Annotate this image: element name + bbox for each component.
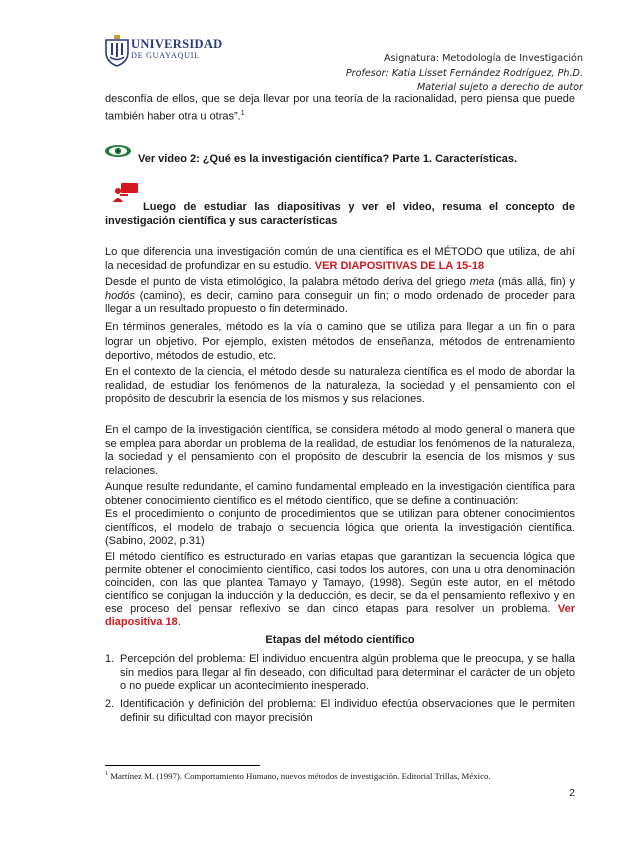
- footnote: $^1$ Martínez M. (1997). Comportamiento Humano, nuevos métodos de investigación. Editorial Trillas, México.: [105, 771, 491, 781]
- paragraph-scientific-field: En el campo de la investigación científica, se considera método al modo general o manera que se emplea para abordar un problema de la realidad, de estudiar los fenómenos de la naturaleza, la sociedad y el pensamiento con el propósito de descubrir la esencia de los mismos y sus relaciones.: [105, 424, 575, 477]
- slide-18-reference: Ver diapositiva 18: [105, 603, 575, 628]
- shield-icon: [106, 35, 128, 66]
- header-professor: Profesor: Katia Lisset Fernández Rodríguez, Ph.D.: [345, 68, 583, 79]
- header-notice: Material sujeto a derecho de autor: [417, 82, 583, 93]
- paragraph-etymology: Desde el punto de vista etimológico, la palabra método deriva del griego meta (más allá, fin) y hodós (camino), es decir, camino para conseguir un fin; o modo ordenado de proceder para llegar a un resultado propuesto o fin determinado.: [105, 276, 576, 315]
- university-name: [131, 38, 223, 60]
- header-subject: Asignatura: Metodología de Investigación: [383, 53, 583, 64]
- paragraph-method-difference: Lo que diferencia una investigación común de una científica es el MÉTODO que utiliza, de ahí la necesidad de profundizar en su estudio. VER DIAPOSITIVAS DE LA 15-18: [105, 246, 575, 272]
- eye-icon: [104, 144, 132, 158]
- list-item: 1. Percepción del problema: El individuo encuentra algún problema que le preocupa, y se halla sin medios para llegar al fin deseado, con dificultad para determinar el carácter de un objeto o no puede explicar un acontecimiento inesperado.: [105, 653, 575, 692]
- paragraph-science-context: En el contexto de la ciencia, el método desde su naturaleza científica es el modo de abordar la realidad, de estudiar los fenómenos de la naturaleza, la sociedad y el pensamiento con el propósito de descubrir la esencia de los mismos y sus relaciones.: [105, 366, 575, 405]
- list-item: 2. Identificación y definición del problema: El individuo efectúa observaciones que le permiten definir su dificultad con mayor precisión: [105, 698, 575, 724]
- logo-line1: UNIVERSIDAD: [131, 37, 223, 51]
- footnote-ref: 1: [240, 109, 245, 117]
- footnote-divider: [105, 765, 260, 766]
- paragraph-redundant: Aunque resulte redundante, el camino fundamental empleado en la investigación científica para obtener conocimiento científico es el método científico, que se define a continuación:: [105, 481, 575, 507]
- section-title: Etapas del método científico: [265, 634, 415, 646]
- video-link[interactable]: Ver video 2: ¿Qué es la investigación científica? Parte 1. Características.: [138, 153, 518, 165]
- paragraph-structure: El método científico es estructurado en varias etapas que garantizan la secuencia lógica que permite obtener el conocimiento científico, casi todos los autores, con una u otra denominación coinciden, con las que plantea Tamayo y Tamayo, (1998). Según este autor, en el método científico se conjugan la inducción y la deducción, es decir, se da el pensamiento reflexivo y en ese proceso del pensar reflexivo se dan cinco etapas para resolver un problema. Ver diapositiva 18.: [105, 551, 575, 628]
- task-instruction: Luego de estudiar las diapositivas y ver el video, resuma el concepto de investigación científica y sus características: [105, 201, 575, 227]
- page-number: 2: [569, 787, 575, 799]
- paragraph-general-terms: En términos generales, método es la vía o camino que se utiliza para llegar a un fin o para lograr un objetivo. Por ejemplo, existen métodos de enseñanza, métodos de entrenamiento deportivo, métodos de estudio, etc.: [105, 321, 575, 362]
- slides-reference: VER DIAPOSITIVAS DE LA 15-18: [314, 259, 485, 272]
- paragraph-definition: Es el procedimiento o conjunto de procedimientos que se utilizan para obtener conocimientos científicos, el modelo de trabajo o secuencia lógica que orienta la investigación científica. (Sabino, 2002, p.31): [105, 508, 575, 547]
- logo-line2: DE GUAYAQUIL: [131, 50, 200, 60]
- intro-paragraph: desconfía de ellos, que se deja llevar por una teoría de la racionalidad, pero piensa que puede también haber otra u otras”.$^1$: [105, 93, 575, 123]
